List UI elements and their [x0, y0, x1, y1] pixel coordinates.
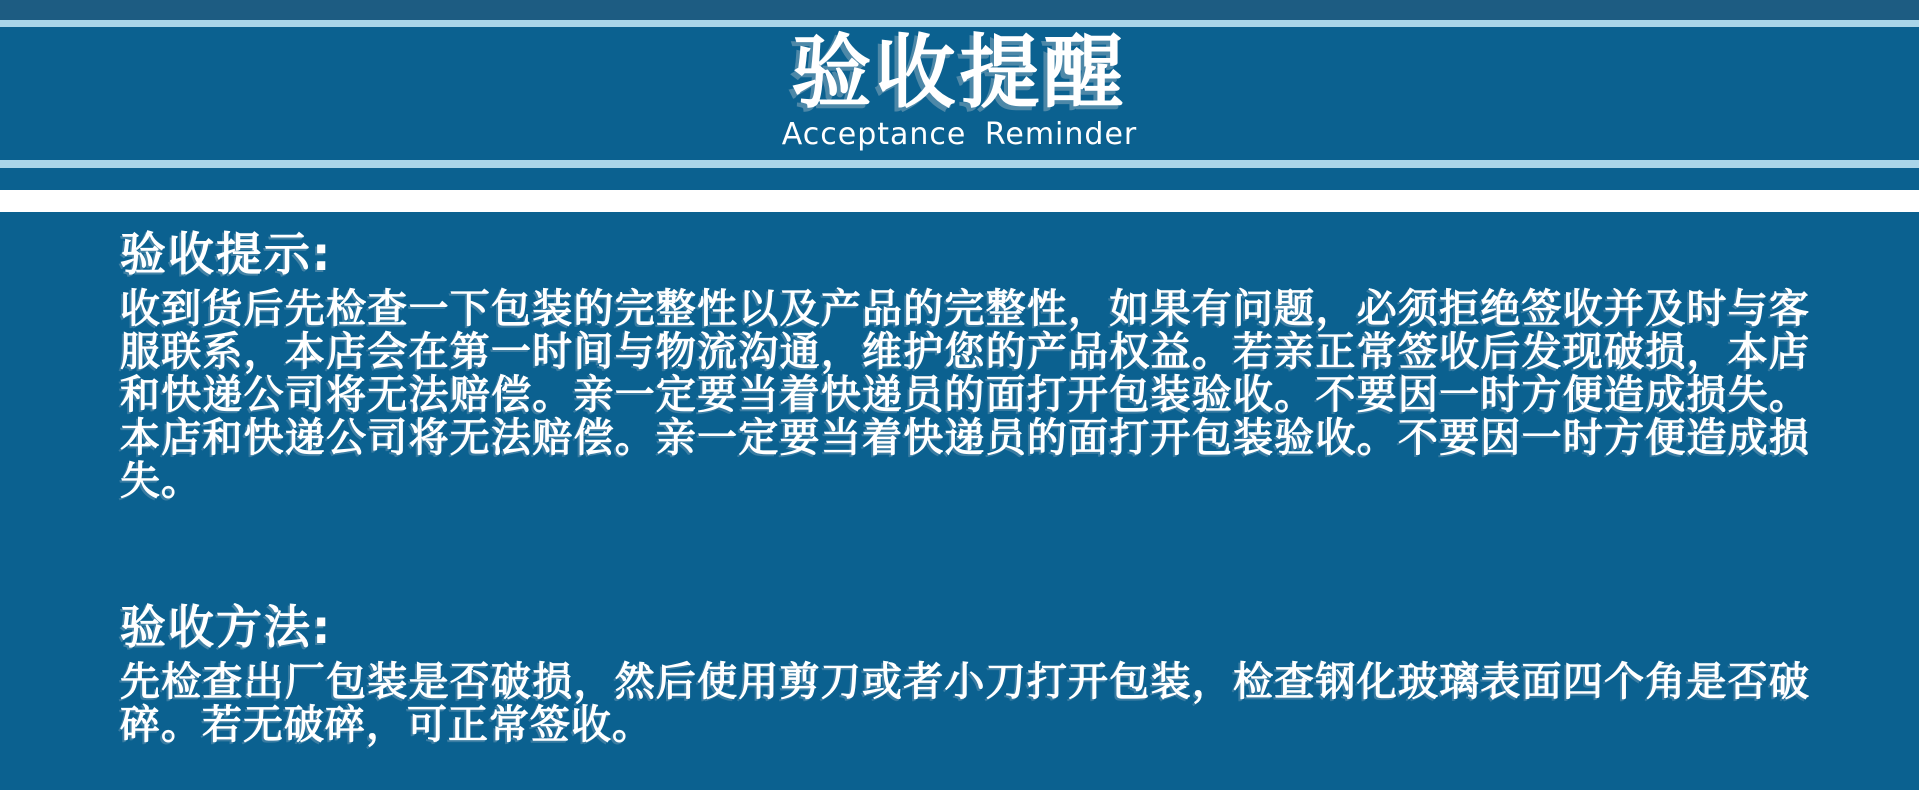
acceptance-method-heading: 验收方法:: [120, 600, 333, 654]
acceptance-tips-body: 收到货后先检查一下包装的完整性以及产品的完整性，如果有问题，必须拒绝签收并及时与客服联系，本店会在第一时间与物流沟通，维护您的产品权益。若亲正常签收后发现破损，本店和快递公司将无法赔偿。亲一定要当着快递员的面打开包装验收。不要因一时方便造成损失。本店和快递公司将无法赔偿。亲一定要当着快递员的面打开包装验收。不要因一时方便造成损失。: [120, 286, 1810, 504]
acceptance-method-body: 先检查出厂包装是否破损，然后使用剪刀或者小刀打开包装，检查钢化玻璃表面四个角是否破碎。若无破碎，可正常签收。: [120, 659, 1810, 748]
page-subtitle: Acceptance Reminder: [781, 117, 1138, 152]
page-title: 验收提醒: [791, 26, 1128, 119]
header-gap: [0, 168, 1919, 190]
divider-stripe-white: [0, 190, 1919, 212]
divider-stripe-bottom: [0, 160, 1919, 168]
acceptance-tips-heading: 验收提示:: [120, 227, 333, 281]
top-bar: [0, 0, 1919, 20]
section-acceptance-method: [120, 599, 1810, 747]
content: [0, 212, 1919, 747]
section-acceptance-tips: [120, 226, 1810, 503]
header: [0, 27, 1919, 160]
